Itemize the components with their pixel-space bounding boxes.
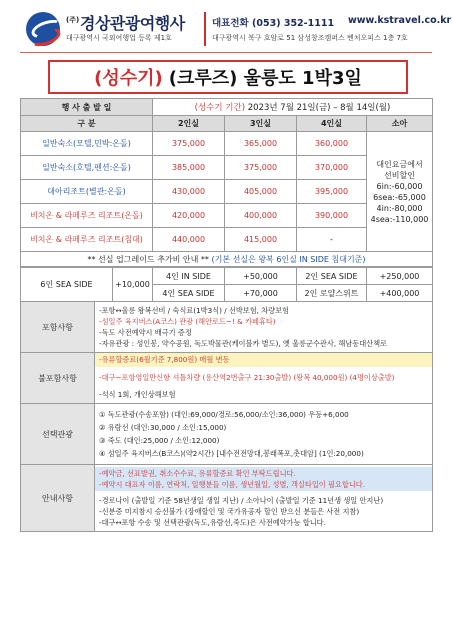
room-type: 비치온 & 라페루즈 리조트(침대) xyxy=(21,228,153,252)
notice-label: 안내사항 xyxy=(21,465,95,532)
notice-highlight xyxy=(95,467,432,491)
title-season: (성수기) xyxy=(94,68,163,89)
info-table xyxy=(20,301,433,532)
price-4person: 370,000 xyxy=(297,156,367,180)
notice-content xyxy=(95,465,433,532)
company-header xyxy=(0,8,452,52)
upgrade-2sea-label: 2인 SEA SIDE xyxy=(297,268,367,285)
title-main: (크루즈) 울릉도 1박3일 xyxy=(168,68,362,89)
child-note-line: 6sea:-65,000 xyxy=(373,192,426,202)
included-label: 포함사항 xyxy=(21,302,95,353)
price-3person: 365,000 xyxy=(225,132,297,156)
season-label: (성수기 기간) xyxy=(194,103,246,113)
price-2person: 375,000 xyxy=(153,132,225,156)
upgrade-4sea-label: 4인 SEA SIDE xyxy=(153,285,225,302)
price-2person: 440,000 xyxy=(153,228,225,252)
notice-line: -예약금, 선표발권, 취소수수료, 유류할증료 확인 부탁드립니다. xyxy=(99,469,296,478)
excluded-section xyxy=(21,353,433,404)
date-range: 2023년 7월 21일(금) – 8월 14일(월) xyxy=(247,103,391,113)
price-4person: 395,000 xyxy=(297,180,367,204)
optional-line: ① 독도관광(수송포함) (대인:69,000/경로:56,000/소인:36,000) 우등+6,000 xyxy=(99,410,349,419)
child-discount-note xyxy=(367,132,433,252)
upgrade-6sea-label: 6인 SEA SIDE xyxy=(21,268,113,302)
included-line: -독도 사전예약시 배극기 증정 xyxy=(99,328,192,337)
upgrade-table xyxy=(20,267,433,302)
upgrade-6sea-price: +10,000 xyxy=(113,268,153,302)
price-4person: - xyxy=(297,228,367,252)
optional-line: ④ 섬일주 육지버스(B코스)(약2시간) [내수전전망대,봉래폭포,촛대암] (1인:20,000) xyxy=(99,449,364,458)
price-2person: 420,000 xyxy=(153,204,225,228)
price-row xyxy=(21,132,433,156)
company-logo-icon xyxy=(26,12,60,46)
upgrade-royal-price: +400,000 xyxy=(367,285,433,302)
notice-line: -대구↔포항 수송 및 선택관광(독도,유람선,죽도)은 사전예약가능 합니다. xyxy=(99,518,326,527)
included-content xyxy=(95,302,433,353)
excluded-label: 불포함사항 xyxy=(21,353,95,404)
header-rule xyxy=(20,52,432,53)
upgrade-title-row xyxy=(21,252,433,267)
col-4person: 4인실 xyxy=(297,116,367,132)
column-header-row xyxy=(21,116,433,132)
child-note-line: 6in:-60,000 xyxy=(376,181,423,191)
registration-number: 대구광역시 국외여행업 등록 제1호 xyxy=(66,34,172,42)
optional-line: ③ 죽도 (대인:25,000 / 소인:12,000) xyxy=(99,436,220,445)
col-2person: 2인실 xyxy=(153,116,225,132)
upgrade-heading: ** 선실 업그레이드 추가비 안내 ** xyxy=(87,254,209,264)
upgrade-4in-price: +50,000 xyxy=(225,268,297,285)
col-3person: 3인실 xyxy=(225,116,297,132)
notice-line: -신분증 미지참시 승선불가 (장애할인 및 국가유공자 할인 받으신 분들은 사전 지참) xyxy=(99,507,360,516)
corp-mark: (주) xyxy=(66,16,80,24)
page-title xyxy=(48,60,408,94)
upgrade-title xyxy=(21,252,433,267)
price-3person: 400,000 xyxy=(225,204,297,228)
upgrade-2sea-price: +250,000 xyxy=(367,268,433,285)
room-type: 비치온 & 라페루즈 리조트(온돌) xyxy=(21,204,153,228)
upgrade-4sea-price: +70,000 xyxy=(225,285,297,302)
schedule-row xyxy=(21,99,433,116)
price-table xyxy=(20,98,433,267)
website-link[interactable]: www.kstravel.co.kr xyxy=(348,15,452,26)
optional-label: 선택관광 xyxy=(21,404,95,465)
optional-line: ② 유람선 (대인:30,000 / 소인:15,000) xyxy=(99,423,227,432)
price-3person: 415,000 xyxy=(225,228,297,252)
included-line: -섬일주 육지버스(A코스) 관광 (해안로드~! & 카페휴타) xyxy=(99,317,276,326)
upgrade-royal-label: 2인 로얄스위트 xyxy=(297,285,367,302)
notice-line: -예약시 대표자 이름, 연락처, 일행분들 이름, 생년월일, 성별, 객실타입이 필요합니다. xyxy=(99,480,365,489)
price-2person: 385,000 xyxy=(153,156,225,180)
upgrade-4in-label: 4인 IN SIDE xyxy=(153,268,225,285)
col-child: 소아 xyxy=(367,116,433,132)
price-2person: 430,000 xyxy=(153,180,225,204)
price-3person: 375,000 xyxy=(225,156,297,180)
included-section xyxy=(21,302,433,353)
included-line: -자유관광 : 성인봉, 약수공원, 독도박물관(케이블카 별도), 옛 울릉군수관사, 해남동대산책로 xyxy=(99,339,387,348)
room-type: 일반숙소(호텔,펜션:온돌) xyxy=(21,156,153,180)
child-note-line: 4sea:-110,000 xyxy=(370,214,429,224)
excluded-line: -대구~포항영일만신항 셔틀차량 (용산역2번출구 21:30출발) (왕복 40,000원) (4명이상출발) xyxy=(99,373,395,382)
notice-line: -경로나이 (출발일 기준 58년생일 생일 지난) / 소아나이 (출발일 기준 11년생 생일 안지난) xyxy=(99,496,384,505)
price-4person: 360,000 xyxy=(297,132,367,156)
upgrade-base-note: (기본 선실은 왕복 6인실 IN SIDE 침대기준) xyxy=(211,254,366,264)
optional-section xyxy=(21,404,433,465)
price-4person: 390,000 xyxy=(297,204,367,228)
price-3person: 405,000 xyxy=(225,180,297,204)
phone-number: 대표전화 (053) 352-1111 xyxy=(212,18,335,29)
company-name: 경상관광여행사 xyxy=(80,14,185,33)
optional-content xyxy=(95,404,433,465)
room-type: 대아리조트(별관:온돌) xyxy=(21,180,153,204)
excluded-content xyxy=(95,353,433,404)
col-category: 구 분 xyxy=(21,116,153,132)
company-address: 대구광역시 북구 호암로 51 삼성창조캠퍼스 벤처오피스 1층 7호 xyxy=(212,34,408,42)
child-note-line: 대인요금에서 xyxy=(376,159,423,169)
excluded-line: -유류할증료(6월기준 7,800원) 매월 변동 xyxy=(95,353,432,367)
child-note-line: 4in:-80,000 xyxy=(376,203,423,213)
child-note-line: 선비할인 xyxy=(384,170,415,180)
excluded-line: -석식 1회, 개인상해보험 xyxy=(99,390,176,399)
schedule-dates xyxy=(153,99,433,116)
schedule-label: 행 사 출 발 일 xyxy=(21,99,153,116)
upgrade-row xyxy=(21,268,433,285)
room-type: 일반숙소(모텔,민박:온돌) xyxy=(21,132,153,156)
header-divider xyxy=(204,12,206,46)
notice-section xyxy=(21,465,433,532)
included-line: -포항↔울릉 왕복선비 / 숙식료(1박3식) / 선박보험, 차량보험 xyxy=(99,306,290,315)
